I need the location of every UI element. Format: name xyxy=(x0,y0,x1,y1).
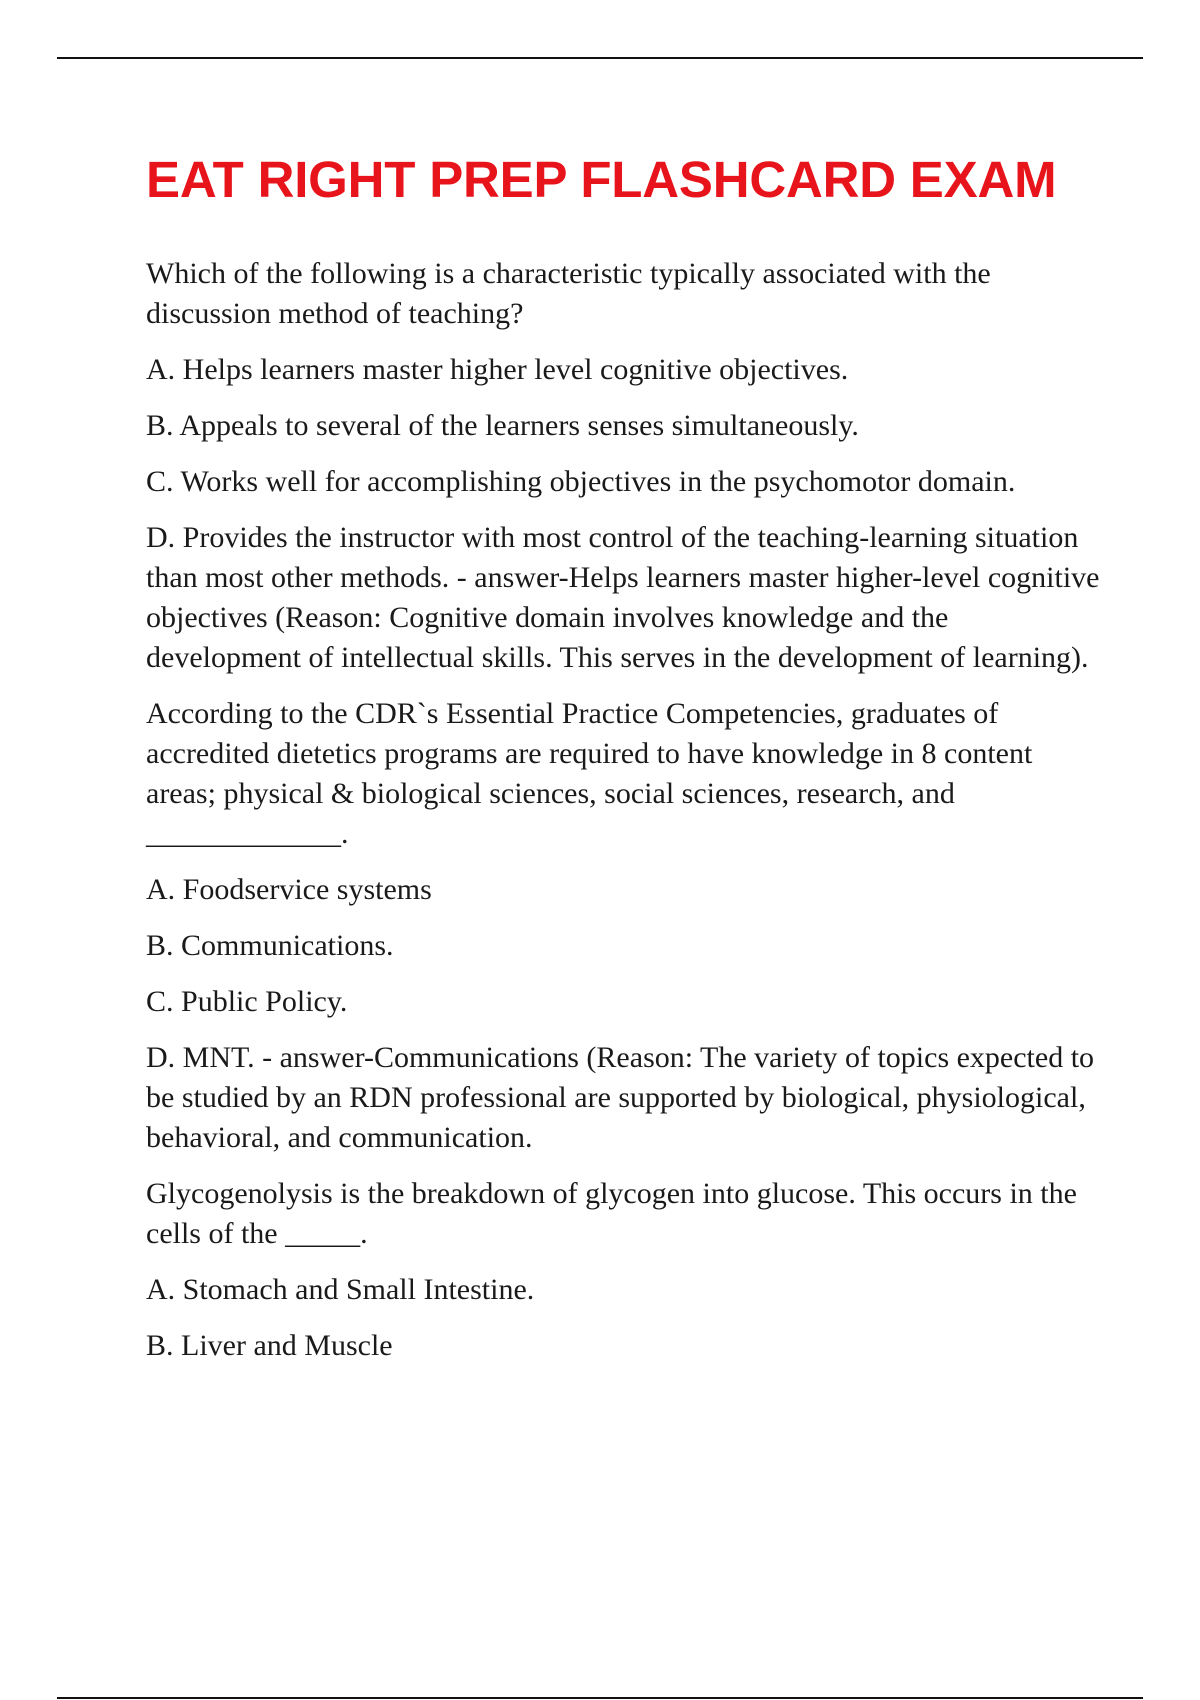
bottom-rule xyxy=(57,1697,1143,1699)
q1-option-b: B. Appeals to several of the learners senses simultaneously. xyxy=(146,409,859,442)
q1-option-a: A. Helps learners master higher level cognitive objectives. xyxy=(146,353,849,386)
q1-option-c: C. Works well for accomplishing objectives in the psychomotor domain. xyxy=(146,465,1016,498)
question-3: Glycogenolysis is the breakdown of glycogen into glucose. This occurs in the cells of the _____. xyxy=(146,1177,1077,1250)
q2-option-a: A. Foodservice systems xyxy=(146,873,432,906)
question-2: According to the CDR`s Essential Practice Competencies, graduates of accredited dietetics programs are required to have knowledge in 8 content areas; physical & biological sciences, social sciences, research, and _____________. xyxy=(146,697,1033,850)
q3-option-b: B. Liver and Muscle xyxy=(146,1329,393,1362)
top-rule xyxy=(57,57,1143,59)
question-1: Which of the following is a characteristic typically associated with the discussion method of teaching? xyxy=(146,257,991,330)
page-title: EAT RIGHT PREP FLASHCARD EXAM xyxy=(146,151,1057,208)
q2-option-b: B. Communications. xyxy=(146,929,394,962)
q2-option-d-answer: D. MNT. - answer-Communications (Reason: The variety of topics expected to be studied by an RDN professional are supported by biological, physiological, behavioral, and communication. xyxy=(146,1041,1095,1154)
page-content xyxy=(146,140,1106,1382)
q2-option-c: C. Public Policy. xyxy=(146,985,348,1018)
q3-option-a: A. Stomach and Small Intestine. xyxy=(146,1273,535,1306)
q1-option-d-answer: D. Provides the instructor with most control of the teaching-learning situation than most other methods. - answer-Helps learners master higher-level cognitive objectives (Reason: Cognitive domain involves knowledge and the development of intellectual skills. This serves in the development of learning). xyxy=(146,521,1100,674)
